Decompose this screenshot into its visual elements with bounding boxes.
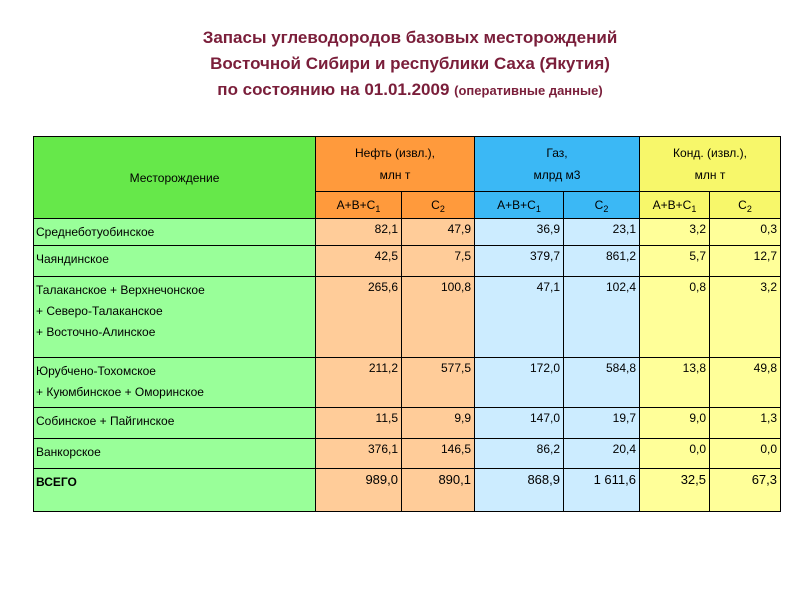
value-cell: 3,2 [710, 277, 781, 358]
total-value: 989,0 [316, 469, 402, 512]
value-cell: 376,1 [316, 439, 402, 469]
value-cell: 584,8 [564, 358, 640, 408]
table-row [34, 358, 781, 408]
total-value: 890,1 [402, 469, 475, 512]
value-cell: 0,0 [640, 439, 710, 469]
value-cell: 13,8 [640, 358, 710, 408]
field-name-line: Юрубчено-Тохомское [36, 364, 156, 378]
abc-sub: 1 [375, 204, 381, 214]
abc-sub: 1 [691, 204, 697, 214]
field-name-line: + Куюмбинское + Оморинское [36, 385, 204, 399]
value-cell: 9,0 [640, 408, 710, 439]
value-cell: 47,9 [402, 219, 475, 246]
value-cell: 146,5 [402, 439, 475, 469]
reserves-table [33, 136, 781, 512]
value-cell: 379,7 [475, 246, 564, 277]
header-cond-line1: Конд. (извл.), [673, 146, 747, 160]
value-cell: 11,5 [316, 408, 402, 439]
field-name [34, 358, 316, 408]
slide-title [0, 25, 800, 104]
value-cell: 3,2 [640, 219, 710, 246]
value-cell: 12,7 [710, 246, 781, 277]
value-cell: 1,3 [710, 408, 781, 439]
header-field [34, 137, 316, 219]
header-cond-c2 [710, 192, 781, 219]
total-value: 1 611,6 [564, 469, 640, 512]
header-gas-line1: Газ, [546, 146, 568, 160]
total-label: ВСЕГО [34, 469, 316, 512]
header-oil-c2 [402, 192, 475, 219]
value-cell: 265,6 [316, 277, 402, 358]
value-cell: 172,0 [475, 358, 564, 408]
abc-label: А+В+С [652, 198, 692, 212]
field-name [34, 219, 316, 246]
value-cell: 47,1 [475, 277, 564, 358]
field-name [34, 439, 316, 469]
c2-sub: 2 [439, 204, 445, 214]
c2-label: С [738, 198, 747, 212]
table-row [34, 439, 781, 469]
header-cond-abc [640, 192, 710, 219]
field-name-line: Собинское + Пайгинское [36, 414, 175, 428]
value-cell: 861,2 [564, 246, 640, 277]
field-name-line: Среднеботуобинское [36, 225, 155, 239]
field-name-line: Чаяндинское [36, 252, 109, 266]
value-cell: 102,4 [564, 277, 640, 358]
c2-sub: 2 [603, 204, 609, 214]
abc-label: А+В+С [497, 198, 536, 212]
title-line-3 [0, 77, 800, 104]
title-line-2: Восточной Сибири и республики Саха (Якутия) [210, 54, 610, 73]
abc-label: А+В+С [336, 198, 376, 212]
header-oil-line2: млн т [379, 168, 411, 182]
value-cell: 49,8 [710, 358, 781, 408]
field-name [34, 277, 316, 358]
field-name-line: Талаканское + Верхнечонское [36, 283, 205, 297]
value-cell: 20,4 [564, 439, 640, 469]
header-gas-c2 [564, 192, 640, 219]
title-date: по состоянию на 01.01.2009 [217, 80, 450, 99]
total-value: 868,9 [475, 469, 564, 512]
value-cell: 7,5 [402, 246, 475, 277]
total-value: 32,5 [640, 469, 710, 512]
header-field-label: Месторождение [129, 170, 220, 185]
c2-sub: 2 [746, 204, 752, 214]
value-cell: 82,1 [316, 219, 402, 246]
value-cell: 147,0 [475, 408, 564, 439]
value-cell: 0,0 [710, 439, 781, 469]
value-cell: 36,9 [475, 219, 564, 246]
value-cell: 100,8 [402, 277, 475, 358]
value-cell: 0,8 [640, 277, 710, 358]
table-row [34, 408, 781, 439]
total-value: 67,3 [710, 469, 781, 512]
field-name-line: + Северо-Талаканское [36, 304, 163, 318]
value-cell: 42,5 [316, 246, 402, 277]
header-gas-abc [475, 192, 564, 219]
header-oil-line1: Нефть (извл.), [355, 146, 435, 160]
table-row [34, 277, 781, 358]
header-gas-line2: млрд м3 [533, 168, 581, 182]
value-cell: 0,3 [710, 219, 781, 246]
value-cell: 5,7 [640, 246, 710, 277]
field-name-line: Ванкорское [36, 445, 101, 459]
value-cell: 577,5 [402, 358, 475, 408]
total-row [34, 469, 781, 512]
value-cell: 86,2 [475, 439, 564, 469]
header-gas [475, 137, 640, 192]
header-row-1 [34, 137, 781, 192]
abc-sub: 1 [535, 204, 541, 214]
field-name [34, 246, 316, 277]
value-cell: 19,7 [564, 408, 640, 439]
title-note: (оперативные данные) [454, 83, 603, 98]
header-oil [316, 137, 475, 192]
c2-label: С [594, 198, 604, 212]
table-row [34, 219, 781, 246]
value-cell: 9,9 [402, 408, 475, 439]
header-oil-abc [316, 192, 402, 219]
c2-label: С [431, 198, 440, 212]
header-cond-line2: млн т [694, 168, 726, 182]
field-name [34, 408, 316, 439]
value-cell: 23,1 [564, 219, 640, 246]
value-cell: 211,2 [316, 358, 402, 408]
header-condensate [640, 137, 781, 192]
field-name-line: + Восточно-Алинское [36, 325, 156, 339]
table-row [34, 246, 781, 277]
title-line-1: Запасы углеводородов базовых месторождений [202, 28, 618, 47]
